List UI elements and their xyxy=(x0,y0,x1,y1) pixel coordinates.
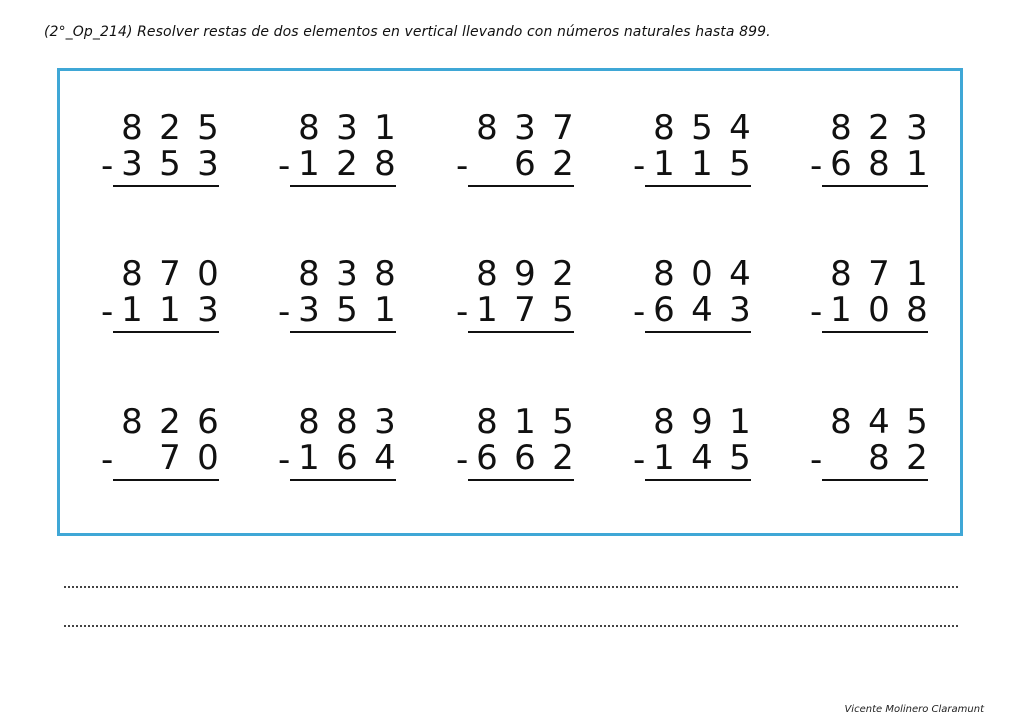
minus-sign: - xyxy=(810,292,823,332)
minus-sign: - xyxy=(456,440,469,480)
minuend xyxy=(822,254,936,294)
minuend xyxy=(468,402,582,442)
answer-rule xyxy=(113,479,219,481)
subtrahend-digit: 2 xyxy=(552,144,574,184)
subtrahend-digit: 5 xyxy=(159,144,181,184)
minuend-digit: 7 xyxy=(159,254,181,294)
minuend-digit: 9 xyxy=(514,254,536,294)
subtrahend-digit: 3 xyxy=(197,144,219,184)
answer-rule xyxy=(113,331,219,333)
subtrahend-digit: 5 xyxy=(729,144,751,184)
subtraction-problem xyxy=(456,254,598,337)
subtrahend-digit xyxy=(113,441,151,475)
subtrahend-digit: 1 xyxy=(298,438,320,478)
subtrahend-digit: 2 xyxy=(552,438,574,478)
minuend-digit: 5 xyxy=(906,402,928,442)
subtrahend xyxy=(468,438,582,478)
minuend-digit: 8 xyxy=(336,402,358,442)
subtrahend-digit: 1 xyxy=(159,290,181,330)
subtrahend-digit: 3 xyxy=(197,290,219,330)
subtrahend xyxy=(113,290,227,330)
minuend-digit: 9 xyxy=(691,402,713,442)
subtrahend-digit: 7 xyxy=(159,438,181,478)
minus-sign: - xyxy=(633,146,646,186)
minuend-digit: 4 xyxy=(729,254,751,294)
subtrahend xyxy=(290,438,404,478)
minus-sign: - xyxy=(810,146,823,186)
answer-rule xyxy=(822,479,928,481)
minus-sign: - xyxy=(810,440,823,480)
answer-rule xyxy=(645,185,751,187)
minuend-digit: 3 xyxy=(906,108,928,148)
subtrahend xyxy=(822,438,936,478)
answer-rule xyxy=(468,331,574,333)
subtrahend xyxy=(468,290,582,330)
subtraction-problem xyxy=(101,108,243,191)
minuend-digit: 1 xyxy=(906,254,928,294)
subtrahend xyxy=(645,144,759,184)
subtrahend-digit: 6 xyxy=(514,144,536,184)
minus-sign: - xyxy=(456,292,469,332)
minuend-digit: 3 xyxy=(336,108,358,148)
minuend-digit: 1 xyxy=(729,402,751,442)
subtrahend-digit: 3 xyxy=(729,290,751,330)
subtraction-problem xyxy=(456,108,598,191)
answer-rule xyxy=(290,479,396,481)
subtrahend-digit: 5 xyxy=(336,290,358,330)
subtrahend-digit: 1 xyxy=(653,144,675,184)
minuend xyxy=(822,402,936,442)
subtrahend xyxy=(645,438,759,478)
minuend xyxy=(290,108,404,148)
subtrahend-digit: 6 xyxy=(830,144,852,184)
minuend-digit: 1 xyxy=(514,402,536,442)
subtrahend-digit: 8 xyxy=(868,438,890,478)
subtrahend xyxy=(468,144,582,184)
subtrahend-digit: 0 xyxy=(868,290,890,330)
minuend-digit: 8 xyxy=(476,108,498,148)
minuend-digit: 2 xyxy=(159,402,181,442)
subtrahend-digit: 1 xyxy=(374,290,396,330)
subtraction-problem xyxy=(101,254,243,337)
subtrahend-digit: 0 xyxy=(197,438,219,478)
subtrahend-digit: 1 xyxy=(830,290,852,330)
subtrahend-digit: 3 xyxy=(121,144,143,184)
answer-rule xyxy=(822,185,928,187)
subtrahend-digit: 7 xyxy=(514,290,536,330)
subtraction-problem xyxy=(633,108,775,191)
minus-sign: - xyxy=(633,292,646,332)
minus-sign: - xyxy=(101,440,114,480)
answer-line-2[interactable] xyxy=(64,625,958,627)
minuend xyxy=(113,402,227,442)
minuend-digit: 8 xyxy=(121,254,143,294)
minuend xyxy=(645,402,759,442)
minuend-digit: 5 xyxy=(691,108,713,148)
minuend-digit: 5 xyxy=(197,108,219,148)
subtrahend-digit: 4 xyxy=(691,290,713,330)
minuend-digit: 6 xyxy=(197,402,219,442)
minuend-digit: 0 xyxy=(197,254,219,294)
minuend-digit: 8 xyxy=(298,254,320,294)
minuend xyxy=(290,254,404,294)
subtrahend-digit: 1 xyxy=(906,144,928,184)
minuend xyxy=(290,402,404,442)
subtrahend-digit xyxy=(822,441,860,475)
subtrahend-digit: 5 xyxy=(552,290,574,330)
subtrahend-digit: 8 xyxy=(868,144,890,184)
subtraction-problem xyxy=(633,254,775,337)
minuend xyxy=(822,108,936,148)
minuend-digit: 8 xyxy=(830,254,852,294)
subtraction-problem xyxy=(810,254,952,337)
minuend-digit: 4 xyxy=(868,402,890,442)
subtraction-problem xyxy=(278,254,420,337)
minus-sign: - xyxy=(278,292,291,332)
subtraction-problem xyxy=(810,108,952,191)
subtraction-problem xyxy=(456,402,598,485)
minuend-digit: 7 xyxy=(552,108,574,148)
minuend-digit: 0 xyxy=(691,254,713,294)
answer-rule xyxy=(468,185,574,187)
minuend-digit: 3 xyxy=(374,402,396,442)
minuend-digit: 1 xyxy=(374,108,396,148)
subtrahend-digit: 6 xyxy=(476,438,498,478)
subtrahend-digit: 1 xyxy=(476,290,498,330)
minuend-digit: 3 xyxy=(336,254,358,294)
minus-sign: - xyxy=(456,146,469,186)
subtrahend xyxy=(290,290,404,330)
subtrahend xyxy=(290,144,404,184)
subtraction-problem xyxy=(810,402,952,485)
minuend-digit: 8 xyxy=(298,108,320,148)
minuend-digit: 8 xyxy=(121,108,143,148)
author-credit: Vicente Molinero Claramunt xyxy=(844,704,984,715)
exercise-box xyxy=(57,68,963,536)
minuend-digit: 8 xyxy=(476,254,498,294)
minuend-digit: 8 xyxy=(653,402,675,442)
minuend-digit: 4 xyxy=(729,108,751,148)
minus-sign: - xyxy=(101,146,114,186)
minuend-digit: 2 xyxy=(552,254,574,294)
minuend-digit: 8 xyxy=(830,108,852,148)
answer-rule xyxy=(113,185,219,187)
minuend-digit: 5 xyxy=(552,402,574,442)
minuend-digit: 8 xyxy=(830,402,852,442)
answer-line-1[interactable] xyxy=(64,586,958,588)
minuend-digit: 8 xyxy=(653,254,675,294)
subtraction-problem xyxy=(278,108,420,191)
minuend-digit: 8 xyxy=(653,108,675,148)
minuend-digit: 8 xyxy=(298,402,320,442)
subtrahend-digit: 1 xyxy=(121,290,143,330)
problems-grid xyxy=(60,71,960,533)
minus-sign: - xyxy=(278,440,291,480)
minuend xyxy=(468,254,582,294)
worksheet-title: (2°_Op_214) Resolver restas de dos elementos en vertical llevando con números naturales hasta 899. xyxy=(44,24,771,40)
subtrahend xyxy=(822,144,936,184)
answer-rule xyxy=(290,185,396,187)
subtraction-problem xyxy=(633,402,775,485)
answer-rule xyxy=(822,331,928,333)
subtrahend xyxy=(822,290,936,330)
minuend-digit: 8 xyxy=(476,402,498,442)
subtrahend xyxy=(113,144,227,184)
minuend-digit: 7 xyxy=(868,254,890,294)
minuend-digit: 2 xyxy=(868,108,890,148)
subtraction-problem xyxy=(101,402,243,485)
subtrahend-digit: 2 xyxy=(336,144,358,184)
minuend-digit: 2 xyxy=(159,108,181,148)
minuend-digit: 3 xyxy=(514,108,536,148)
minuend-digit: 8 xyxy=(121,402,143,442)
subtrahend xyxy=(113,438,227,478)
minus-sign: - xyxy=(278,146,291,186)
minus-sign: - xyxy=(101,292,114,332)
subtrahend-digit: 6 xyxy=(514,438,536,478)
subtrahend-digit xyxy=(468,147,506,181)
answer-rule xyxy=(645,331,751,333)
subtrahend-digit: 4 xyxy=(691,438,713,478)
minus-sign: - xyxy=(633,440,646,480)
minuend xyxy=(645,254,759,294)
minuend xyxy=(645,108,759,148)
minuend xyxy=(468,108,582,148)
answer-rule xyxy=(645,479,751,481)
subtraction-problem xyxy=(278,402,420,485)
subtrahend-digit: 6 xyxy=(653,290,675,330)
subtrahend-digit: 1 xyxy=(298,144,320,184)
subtrahend-digit: 1 xyxy=(691,144,713,184)
minuend xyxy=(113,108,227,148)
subtrahend-digit: 5 xyxy=(729,438,751,478)
subtrahend xyxy=(645,290,759,330)
subtrahend-digit: 3 xyxy=(298,290,320,330)
subtrahend-digit: 4 xyxy=(374,438,396,478)
subtrahend-digit: 6 xyxy=(336,438,358,478)
subtrahend-digit: 8 xyxy=(906,290,928,330)
minuend xyxy=(113,254,227,294)
answer-rule xyxy=(290,331,396,333)
subtrahend-digit: 2 xyxy=(906,438,928,478)
subtrahend-digit: 1 xyxy=(653,438,675,478)
minuend-digit: 8 xyxy=(374,254,396,294)
answer-rule xyxy=(468,479,574,481)
subtrahend-digit: 8 xyxy=(374,144,396,184)
